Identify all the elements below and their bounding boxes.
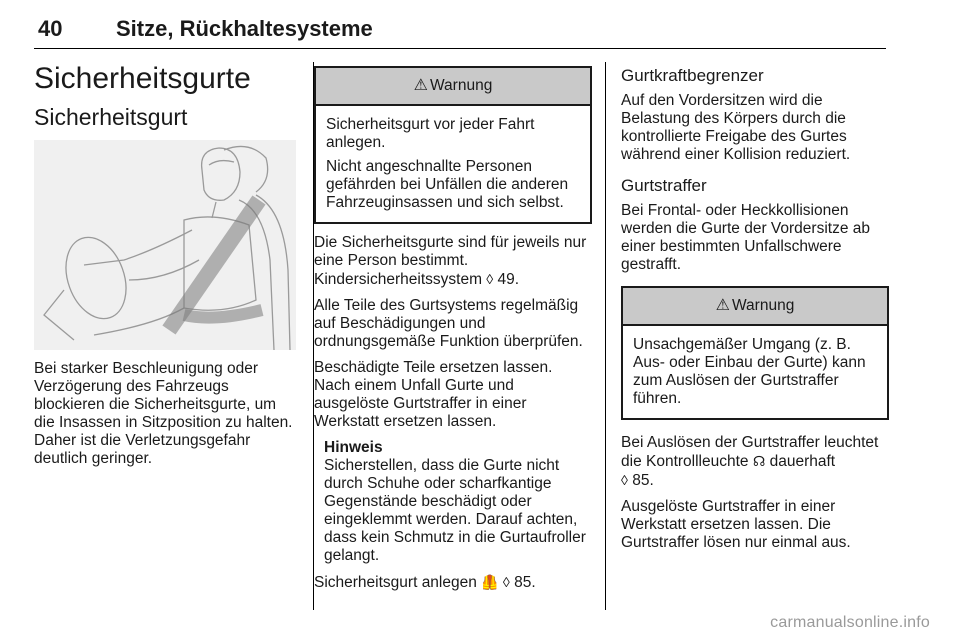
seatbelt-icon: 🦺	[481, 574, 499, 590]
warning-header	[623, 288, 887, 326]
warning-triangle-icon: ⚠	[413, 77, 428, 94]
left-paragraph: Bei starker Beschleunigung oder Verzögerung des Fahrzeugs blockieren die Sicherheitsgurte, um die Insassen in Sitzposition zu halten. Daher ist die Verletzungsgefahr deutlich geringer.	[34, 360, 293, 467]
person-wearing-seatbelt-icon	[34, 140, 296, 350]
page-reference[interactable]: 85.	[632, 472, 654, 489]
middle-paragraph-3: Beschädigte Teile ersetzen lassen. Nach einem Unfall Gurte und ausgelöste Gurtstraffer in einer Werkstatt ersetzen lassen.	[314, 359, 553, 430]
column-divider-2	[605, 62, 606, 610]
warning-box	[621, 286, 889, 420]
note-heading: Hinweis	[324, 439, 383, 456]
note-body: Sicherstellen, dass die Gurte nicht durch Schuhe oder scharfkantige Gegenstände beschädigt oder eingeklemmt werden. Darauf achten, dass kein Schmutz in die Gurtaufroller gelangt.	[324, 457, 586, 564]
note	[314, 439, 592, 565]
header-rule	[34, 48, 886, 49]
right-paragraph-3: Bei Auslösen der Gurtstraffer leuchtet die Kontrollleuchte ☊ dauerhaft ◊ 85.	[621, 434, 879, 489]
warning-title: Warnung	[732, 297, 795, 314]
warning-text-2: Nicht angeschnallte Personen gefährden bei Unfällen die anderen Fahrzeuginsassen und sich selbst.	[326, 158, 569, 211]
page-reference-icon: ◊	[486, 271, 494, 287]
page-reference-icon: ◊	[621, 472, 628, 488]
middle-paragraph-2: Alle Teile des Gurtsystems regelmäßig auf Beschädigungen und ordnungsgemäße Funktion überprüfen.	[314, 297, 583, 350]
right-paragraph-1: Auf den Vordersitzen wird die Belastung des Körpers durch die kontrollierte Freigabe des Gurtes während einer Kollision reduziert.	[621, 92, 851, 163]
page-reference-icon: ◊	[502, 574, 510, 590]
middle-paragraph-1: Die Sicherheitsgurte sind für jeweils nur eine Person bestimmt. Kindersicherheitssystem ◊ 49.	[314, 234, 587, 288]
warning-title: Warnung	[430, 77, 493, 94]
page-reference[interactable]: 49.	[497, 271, 520, 288]
warning-header	[316, 68, 590, 106]
warning-text-1: Sicherheitsgurt vor jeder Fahrt anlegen.	[326, 116, 535, 151]
right-paragraph-4: Ausgelöste Gurtstraffer in einer Werkstatt ersetzen lassen. Die Gurtstraffer lösen nur einmal aus.	[621, 498, 851, 551]
right-paragraph-2: Bei Frontal- oder Heckkollisionen werden die Gurte der Vordersitze ab einer bestimmten Unfallschwere gestrafft.	[621, 202, 870, 273]
page-reference[interactable]: 85.	[514, 574, 536, 591]
section-title: Sitze, Rückhaltesysteme	[116, 16, 373, 41]
section-heading-gurtstraffer: Gurtstraffer	[621, 176, 707, 195]
section-heading-gurtkraftbegrenzer: Gurtkraftbegrenzer	[621, 66, 764, 85]
warning-triangle-icon: ⚠	[715, 297, 730, 314]
page-heading: Sicherheitsgurte	[34, 62, 251, 95]
page-number: 40	[38, 16, 63, 41]
subheading: Sicherheitsgurt	[34, 104, 188, 130]
watermark: carmanualsonline.info	[770, 614, 930, 631]
warning-text: Unsachgemäßer Umgang (z. B. Aus- oder Einbau der Gurte) kann zum Auslösen der Gurtstraffer führen.	[633, 336, 866, 407]
warning-box	[314, 66, 592, 224]
airbag-indicator-icon: ☊	[752, 453, 766, 469]
middle-paragraph-4: Sicherheitsgurt anlegen 🦺 ◊ 85.	[314, 574, 536, 591]
seatbelt-illustration	[34, 140, 296, 350]
